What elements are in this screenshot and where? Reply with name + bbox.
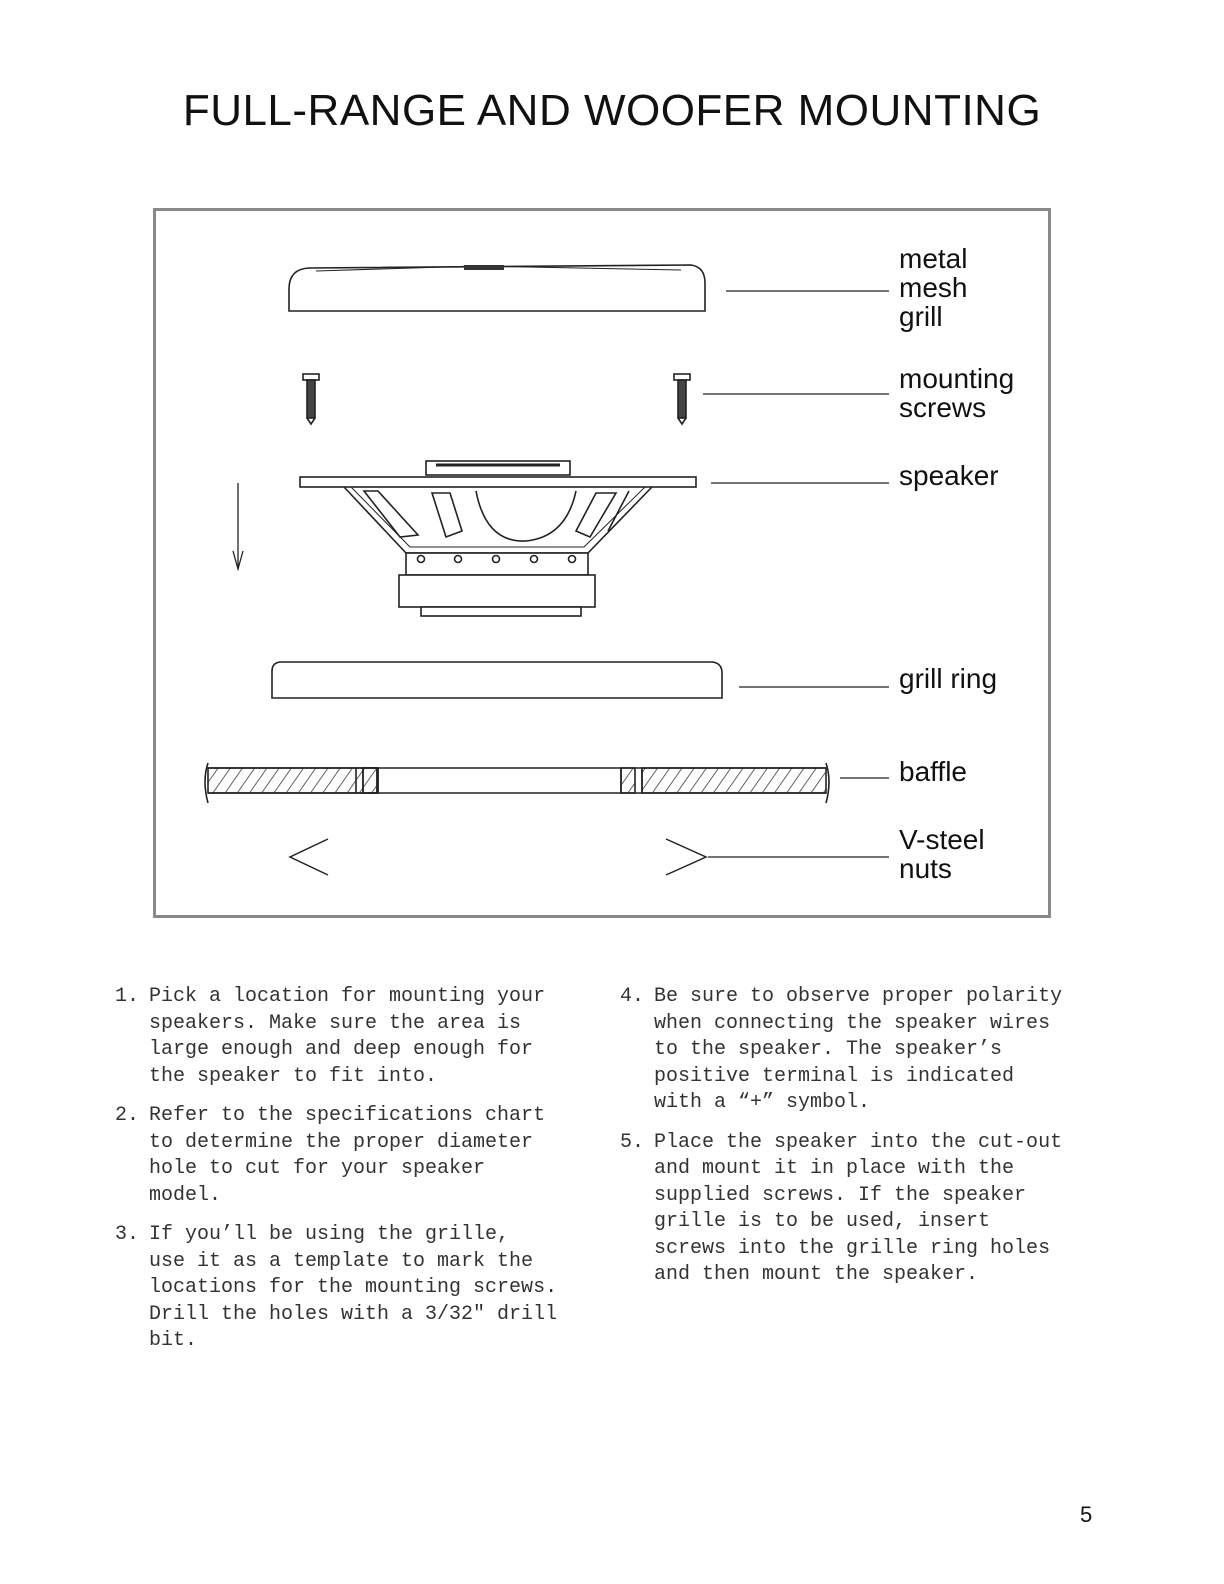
instruction-step [115,1103,595,1209]
step-text: Be sure to observe proper polarity when connecting the speaker wires to the speaker. The speaker’s positive terminal is indicated with a “+” symbol. [654,985,1063,1114]
label-grill-ring: grill ring [899,663,998,694]
down-arrow-icon [233,483,243,569]
instruction-step [620,984,1100,1117]
label-baffle: baffle [899,756,967,787]
instruction-step [620,1130,1100,1289]
step-number: 4. [620,985,645,1008]
step-text: Pick a location for mounting your speakers. Make sure the area is large enough and deep enough for the speaker to fit into. [149,985,546,1088]
step-text: Refer to the specifications chart to determine the proper diameter hole to cut for your speaker model. [149,1104,546,1207]
label-mounting-screws: mounting screws [899,363,1015,423]
label-speaker: speaker [899,460,999,491]
exploded-mounting-diagram [153,208,1051,918]
step-text: Place the speaker into the cut-out and mount it in place with the supplied screws. If the speaker grille is to be used, insert screws into the grille ring holes and then mount the speaker. [654,1130,1063,1286]
mounting-screw-right [674,374,690,424]
metal-mesh-grill-shape [289,265,705,311]
page-number: 5 [1080,1502,1093,1527]
mounting-screw-left [303,374,319,424]
grill-ring-shape [272,662,722,698]
step-number: 2. [115,1104,140,1127]
step-text: If you’ll be using the grille, use it as a template to mark the locations for the mounting screws. Drill the holes with a 3/32" drill bit. [149,1223,558,1352]
label-metal-mesh-grill: metal mesh grill [899,243,968,332]
step-number: 3. [115,1223,140,1246]
page-title: FULL-RANGE AND WOOFER MOUNTING [182,86,1042,135]
instruction-step [115,984,595,1090]
label-v-steel-nuts: V-steel nuts [899,824,985,884]
baffle-shape [205,763,829,803]
instruction-step [115,1222,595,1355]
instructions-column-right [620,984,1100,1302]
step-number: 5. [620,1130,645,1154]
v-steel-nut-left [290,839,328,875]
v-steel-nut-right [666,839,706,875]
speaker-shape [300,461,696,616]
step-number: 1. [115,985,140,1008]
instructions-column-left [115,984,595,1368]
